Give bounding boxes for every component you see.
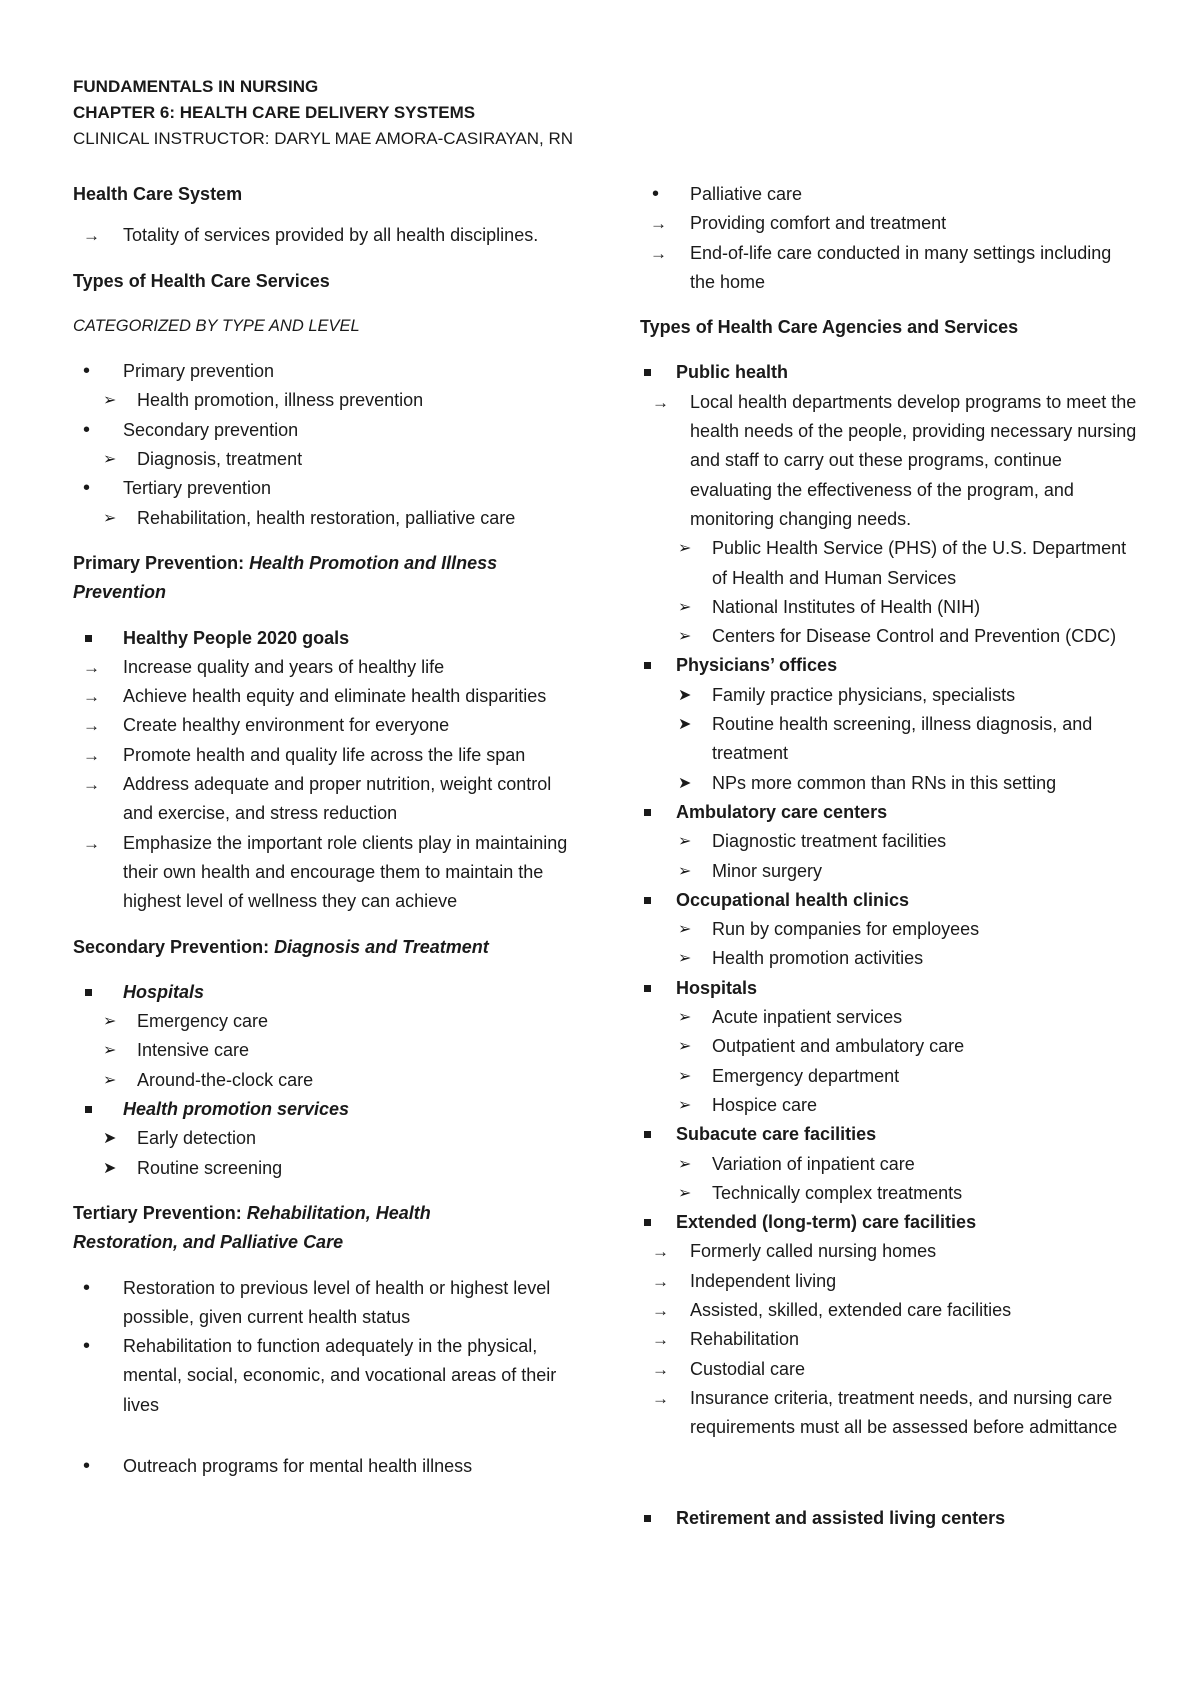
chevron-right-icon: ➢	[678, 1155, 692, 1173]
arrow-icon: →	[83, 657, 100, 677]
list-item: Ambulatory care centers	[640, 798, 1140, 827]
list-item: → Emphasize the important role clients play in maintaining their own health and encourage them to maintain the highest level of wellness they can achieve	[73, 829, 573, 917]
list-item: → Local health departments develop programs to meet the health needs of the people, providing necessary nursing and staff to carry out these programs, continue evaluating the effectiveness of the program, and monitoring changing needs.	[640, 388, 1140, 534]
list-item: ➤ Routine health screening, illness diagnosis, and treatment	[640, 710, 1140, 769]
arrow-icon: →	[83, 775, 100, 795]
list-item: ➤ Family practice physicians, specialists	[640, 681, 1140, 710]
square-bullet-icon	[644, 1515, 651, 1522]
agencies-heading: Types of Health Care Agencies and Services	[640, 317, 1019, 338]
list-item: • Tertiary prevention	[73, 474, 573, 503]
list-item: Physicians’ offices	[640, 651, 1140, 680]
arrow-icon: →	[652, 1388, 669, 1408]
square-bullet-icon	[85, 1106, 92, 1113]
tertiary-prevention-heading: Tertiary Prevention: Rehabilitation, Health Restoration, and Palliative Care	[73, 1202, 431, 1253]
health-care-system-heading: Health Care System	[73, 184, 243, 204]
chevron-right-icon: ➢	[678, 950, 692, 968]
list-item: ➢ Health promotion, illness prevention	[73, 386, 573, 415]
list-item: • Restoration to previous level of health or highest level possible, given current health status	[73, 1274, 573, 1333]
list-item: • Rehabilitation to function adequately in the physical, mental, social, economic, and vocational areas of their lives	[73, 1332, 573, 1420]
chevron-right-icon: ➢	[678, 862, 692, 880]
list-item: ➢ Variation of inpatient care	[640, 1150, 1140, 1179]
list-item: ➤ Routine screening	[73, 1154, 573, 1183]
arrow-icon: →	[652, 1330, 669, 1350]
list-item: Health promotion services	[73, 1095, 573, 1124]
list-item: ➤ Early detection	[73, 1124, 573, 1153]
square-bullet-icon	[644, 662, 651, 669]
list-item: ➢ Acute inpatient services	[640, 1003, 1140, 1032]
list-item: Subacute care facilities	[640, 1120, 1140, 1149]
list-item: Extended (long-term) care facilities	[640, 1208, 1140, 1237]
chevron-right-icon: ➢	[678, 833, 692, 851]
secondary-prevention-heading: Secondary Prevention: Diagnosis and Treatment	[73, 936, 489, 957]
list-item: Retirement and assisted living centers	[640, 1504, 1140, 1533]
list-item: ➢ Technically complex treatments	[640, 1179, 1140, 1208]
square-bullet-icon	[644, 1219, 651, 1226]
chevron-right-icon: ➢	[678, 540, 692, 558]
arrow-icon: →	[83, 833, 100, 853]
list-item: Hospitals	[73, 978, 573, 1007]
bullet-icon: •	[83, 1454, 91, 1477]
chevron-right-icon: ➢	[678, 1009, 692, 1027]
chevron-right-icon: ➢	[678, 1096, 692, 1114]
chevron-right-icon: ➢	[103, 451, 117, 469]
chevron-right-icon: ➢	[103, 1013, 117, 1031]
list-item: ➢ National Institutes of Health (NIH)	[640, 593, 1140, 622]
chevron-right-icon: ➢	[103, 1071, 117, 1089]
types-heading: Types of Health Care Services	[73, 270, 330, 291]
arrow-icon: →	[652, 392, 669, 412]
arrow-icon: →	[83, 745, 100, 765]
left-column	[73, 180, 573, 1481]
list-item: Healthy People 2020 goals	[73, 624, 573, 653]
list-item: ➢ Public Health Service (PHS) of the U.S. Department of Health and Human Services	[640, 534, 1140, 593]
chapter-title: CHAPTER 6: HEALTH CARE DELIVERY SYSTEMS	[73, 103, 476, 122]
list-item: Public health	[640, 358, 1140, 387]
chevron-right-icon: ➢	[678, 1038, 692, 1056]
list-item: → Totality of services provided by all health disciplines.	[73, 221, 573, 250]
list-item: → Rehabilitation	[640, 1325, 1140, 1354]
list-item: ➢ Diagnosis, treatment	[73, 445, 573, 474]
list-item: → End-of-life care conducted in many settings including the home	[640, 239, 1140, 298]
bullet-icon: •	[83, 477, 91, 500]
chevron-right-icon: ➢	[678, 1067, 692, 1085]
bullet-icon: •	[83, 360, 91, 383]
list-item: → Address adequate and proper nutrition, weight control and exercise, and stress reduction	[73, 770, 573, 829]
bullet-icon: •	[83, 1276, 91, 1299]
list-item: ➢ Outpatient and ambulatory care	[640, 1032, 1140, 1061]
list-item: ➢ Minor surgery	[640, 857, 1140, 886]
arrowhead-icon: ➤	[103, 1159, 117, 1177]
arrow-icon: →	[83, 226, 100, 246]
square-bullet-icon	[644, 369, 651, 376]
list-item: → Promote health and quality life across the life span	[73, 741, 573, 770]
chevron-right-icon: ➢	[103, 1042, 117, 1060]
square-bullet-icon	[644, 1131, 651, 1138]
list-item: Hospitals	[640, 974, 1140, 1003]
document-header	[73, 74, 573, 152]
arrow-icon: →	[652, 1359, 669, 1379]
bullet-icon: •	[652, 183, 660, 205]
chevron-right-icon: ➢	[103, 392, 117, 410]
list-item: ➢ Centers for Disease Control and Prevention (CDC)	[640, 622, 1140, 651]
square-bullet-icon	[644, 985, 651, 992]
chevron-right-icon: ➢	[103, 509, 117, 527]
course-title: FUNDAMENTALS IN NURSING	[73, 77, 319, 96]
square-bullet-icon	[644, 897, 651, 904]
square-bullet-icon	[85, 989, 92, 996]
list-item: ➢ Intensive care	[73, 1036, 573, 1065]
list-item: ➢ Emergency care	[73, 1007, 573, 1036]
list-item: ➤ NPs more common than RNs in this setting	[640, 769, 1140, 798]
list-item: → Formerly called nursing homes	[640, 1237, 1140, 1266]
list-item: ➢ Around-the-clock care	[73, 1066, 573, 1095]
arrowhead-icon: ➤	[678, 716, 692, 734]
arrow-icon: →	[650, 214, 667, 234]
list-item: → Insurance criteria, treatment needs, and nursing care requirements must all be assessed before admittance	[640, 1384, 1140, 1443]
arrow-icon: →	[83, 687, 100, 707]
arrowhead-icon: ➤	[678, 686, 692, 704]
right-column	[640, 180, 1140, 1534]
list-item: → Independent living	[640, 1267, 1140, 1296]
primary-prevention-heading: Primary Prevention: Health Promotion and Illness Prevention	[73, 552, 498, 603]
arrowhead-icon: ➤	[678, 774, 692, 792]
list-item: Occupational health clinics	[640, 886, 1140, 915]
list-item: → Create healthy environment for everyone	[73, 711, 573, 740]
square-bullet-icon	[644, 809, 651, 816]
list-item: • Outreach programs for mental health illness	[73, 1452, 573, 1481]
arrow-icon: →	[652, 1300, 669, 1320]
categorized-label: CATEGORIZED BY TYPE AND LEVEL	[73, 316, 360, 335]
list-item: ➢ Emergency department	[640, 1062, 1140, 1091]
bullet-icon: •	[83, 1335, 91, 1358]
list-item: ➢ Run by companies for employees	[640, 915, 1140, 944]
list-item: → Providing comfort and treatment	[640, 209, 1140, 238]
arrow-icon: →	[652, 1242, 669, 1262]
chevron-right-icon: ➢	[678, 921, 692, 939]
list-item: • Primary prevention	[73, 357, 573, 386]
list-item: ➢ Rehabilitation, health restoration, palliative care	[73, 504, 573, 533]
list-item: ➢ Health promotion activities	[640, 944, 1140, 973]
list-item: → Increase quality and years of healthy life	[73, 653, 573, 682]
list-item: → Achieve health equity and eliminate health disparities	[73, 682, 573, 711]
list-item: ➢ Hospice care	[640, 1091, 1140, 1120]
chevron-right-icon: ➢	[678, 628, 692, 646]
list-item: → Custodial care	[640, 1355, 1140, 1384]
arrow-icon: →	[652, 1271, 669, 1291]
instructor-line: CLINICAL INSTRUCTOR: DARYL MAE AMORA-CASIRAYAN, RN	[73, 129, 574, 148]
square-bullet-icon	[85, 635, 92, 642]
arrow-icon: →	[650, 243, 667, 263]
bullet-icon: •	[83, 418, 91, 441]
list-item: • Secondary prevention	[73, 416, 573, 445]
list-item: → Assisted, skilled, extended care facilities	[640, 1296, 1140, 1325]
chevron-right-icon: ➢	[678, 598, 692, 616]
list-item: ➢ Diagnostic treatment facilities	[640, 827, 1140, 856]
chevron-right-icon: ➢	[678, 1184, 692, 1202]
list-item: • Palliative care	[640, 180, 1140, 209]
arrowhead-icon: ➤	[103, 1130, 117, 1148]
arrow-icon: →	[83, 716, 100, 736]
